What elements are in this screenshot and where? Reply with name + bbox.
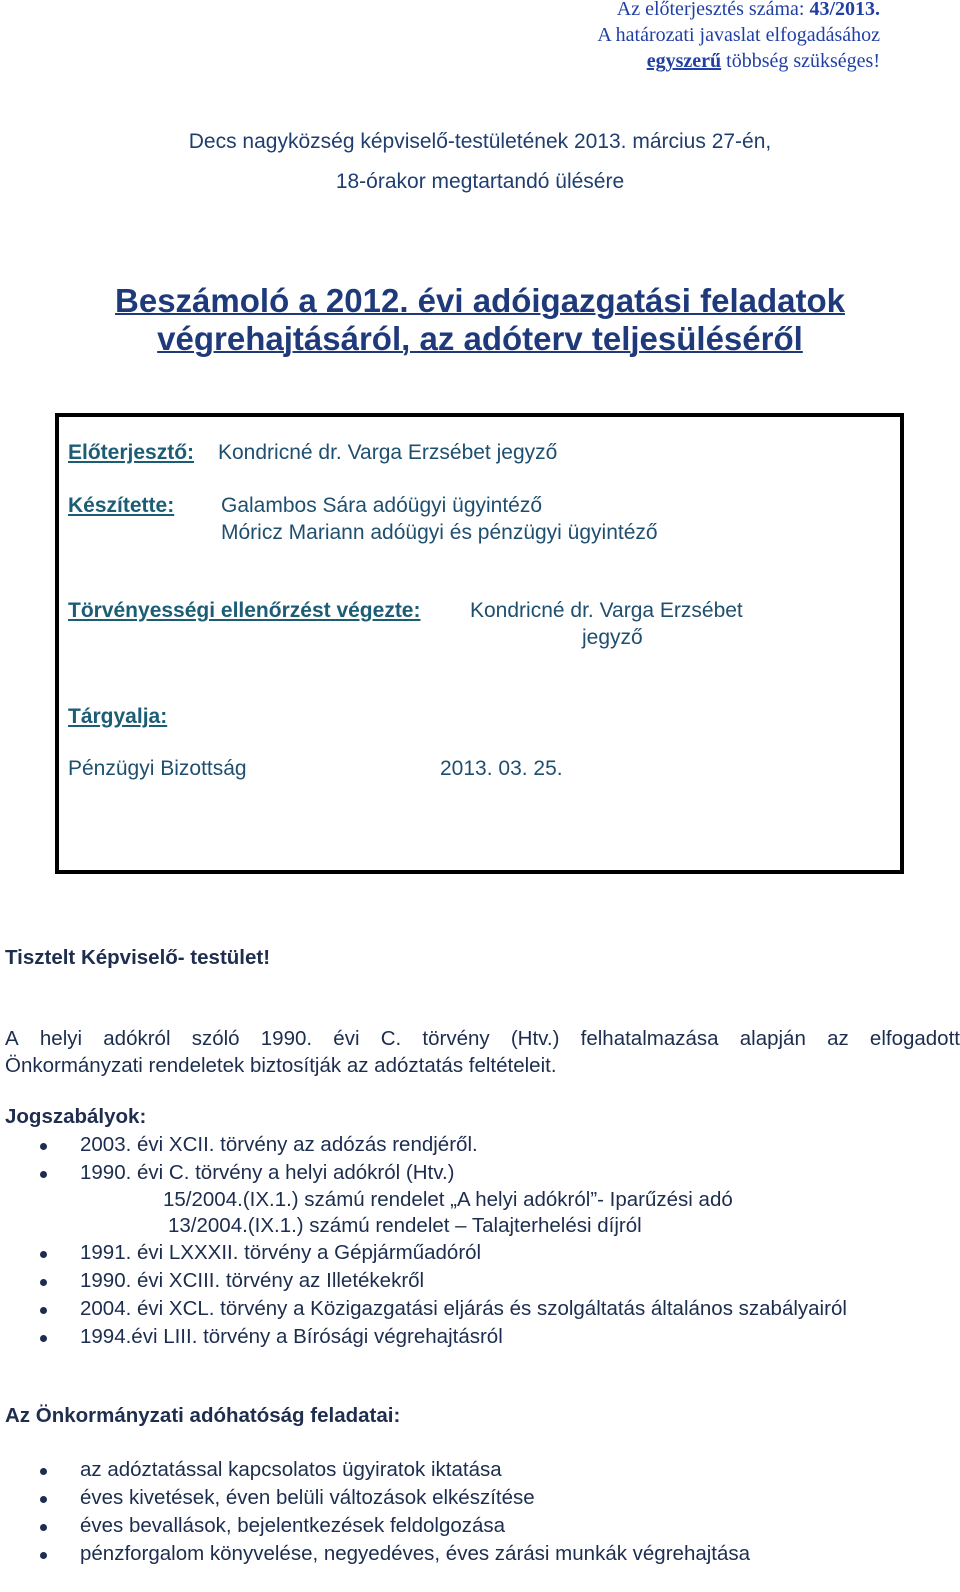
law-sub-item: 15/2004.(IX.1.) számú rendelet „A helyi adókról”- Iparűzési adó: [163, 1188, 733, 1211]
presenter-value: Kondricné dr. Varga Erzsébet jegyző: [218, 441, 558, 464]
bullet-icon: [40, 1468, 47, 1475]
legality-check-label: Törvényességi ellenőrzést végezte:: [68, 599, 421, 622]
bullet-icon: [40, 1307, 47, 1314]
legality-check-value-title: jegyző: [582, 626, 643, 649]
intro-word: az: [827, 1027, 849, 1050]
majority-type-rest: többség szükséges!: [721, 50, 880, 72]
discussed-by-label: Tárgyalja:: [68, 705, 168, 728]
law-item: 2003. évi XCII. törvény az adózás rendjéről.: [80, 1133, 478, 1156]
intro-word: felhatalmazása: [580, 1027, 719, 1050]
intro-word: A: [5, 1027, 19, 1050]
proposal-number-value: 43/2013.: [809, 0, 880, 20]
intro-line-2: Önkormányzati rendeletek biztosítják az adóztatás feltételeit.: [5, 1054, 557, 1077]
laws-heading: Jogszabályok:: [5, 1105, 147, 1128]
task-item: éves kivetések, éven belüli változások elkészítése: [80, 1486, 535, 1509]
law-item: 1994.évi LIII. törvény a Bírósági végrehajtásról: [80, 1325, 503, 1348]
committee-name: Pénzügyi Bizottság: [68, 757, 247, 780]
intro-word: C.: [380, 1027, 402, 1050]
bullet-icon: [40, 1552, 47, 1559]
salutation: Tisztelt Képviselő- testület!: [5, 946, 271, 969]
document-title-line-2: végrehajtásáról, az adóterv teljesüléséről: [157, 320, 803, 357]
preparer-2: Móricz Mariann adóügyi és pénzügyi ügyintéző: [221, 521, 658, 544]
prepared-label: Készítette:: [68, 494, 175, 517]
bullet-icon: [40, 1251, 47, 1258]
proposal-number-label: Az előterjesztés száma:: [616, 0, 805, 20]
info-box: [55, 413, 904, 874]
intro-line-1: [5, 1027, 960, 1051]
bullet-icon: [40, 1524, 47, 1531]
law-item: 1991. évi LXXXII. törvény a Gépjárműadóról: [80, 1241, 482, 1264]
majority-note-line: A határozati javaslat elfogadásához: [597, 24, 880, 46]
intro-word: alapján: [739, 1027, 806, 1050]
preparer-1: Galambos Sára adóügyi ügyintéző: [221, 494, 543, 517]
proposal-number: [617, 0, 880, 21]
bullet-icon: [40, 1279, 47, 1286]
majority-type: egyszerű: [646, 50, 722, 72]
law-item: 2004. évi XCL. törvény a Közigazgatási eljárás és szolgáltatás általános szabályairól: [80, 1297, 847, 1320]
intro-word: helyi: [39, 1027, 83, 1050]
intro-word: szóló: [191, 1027, 240, 1050]
bullet-icon: [40, 1335, 47, 1342]
meeting-line-1: Decs nagyközség képviselő-testületének 2013. március 27-én,: [188, 130, 772, 153]
majority-type-line: [647, 50, 880, 73]
law-sub-item: 13/2004.(IX.1.) számú rendelet – Talajterhelési díjról: [168, 1214, 642, 1237]
law-item: 1990. évi C. törvény a helyi adókról (Htv.): [80, 1161, 455, 1184]
task-item: éves bevallások, bejelentkezések feldolgozása: [80, 1514, 506, 1537]
bullet-icon: [40, 1171, 47, 1178]
meeting-line-2: 18-órakor megtartandó ülésére: [335, 170, 625, 193]
legality-check-value: Kondricné dr. Varga Erzsébet: [470, 599, 743, 622]
intro-word: 1990.: [260, 1027, 313, 1050]
intro-word: elfogadott: [869, 1027, 960, 1050]
task-item: az adóztatással kapcsolatos ügyiratok iktatása: [80, 1458, 502, 1481]
intro-word: törvény: [422, 1027, 490, 1050]
intro-word: évi: [333, 1027, 360, 1050]
bullet-icon: [40, 1143, 47, 1150]
committee-date: 2013. 03. 25.: [440, 757, 563, 780]
tasks-heading: Az Önkormányzati adóhatóság feladatai:: [5, 1404, 401, 1427]
bullet-icon: [40, 1496, 47, 1503]
intro-word: (Htv.): [510, 1027, 560, 1050]
task-item: pénzforgalom könyvelése, negyedéves, éves zárási munkák végrehajtása: [80, 1542, 751, 1565]
document-title-line-1: Beszámoló a 2012. évi adóigazgatási feladatok: [115, 282, 845, 319]
intro-word: adókról: [103, 1027, 171, 1050]
law-item: 1990. évi XCIII. törvény az Illetékekről: [80, 1269, 425, 1292]
presenter-label: Előterjesztő:: [68, 441, 195, 464]
